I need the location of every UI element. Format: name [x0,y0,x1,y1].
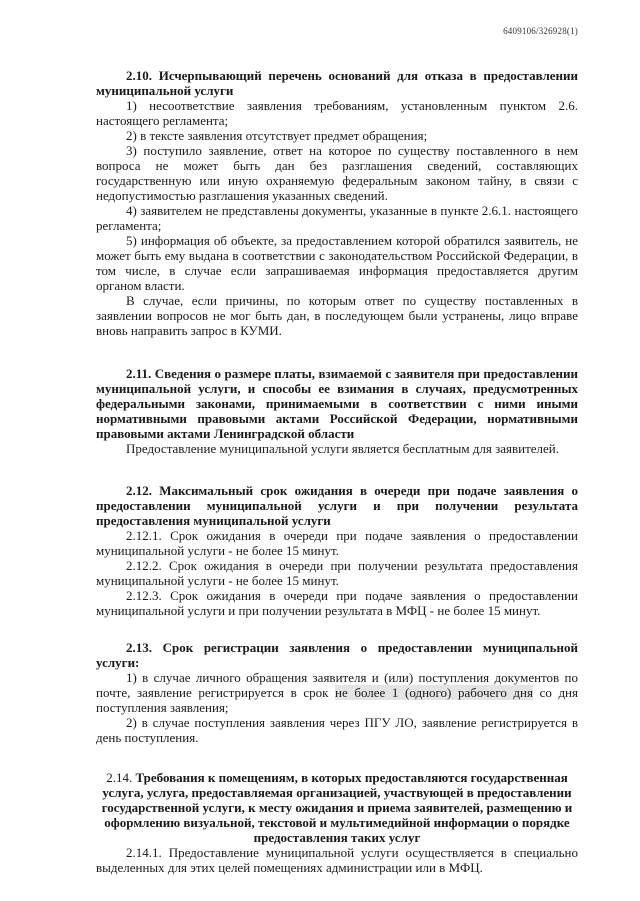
spacer [96,338,578,366]
section-2-14-title [96,770,578,845]
section-2-10-item-5: 5) информация об объекте, за предоставлением которой обратился заявитель, не может быть ему выдана в соответствии с законодательством Российской Федерации, в том числе, в случае если запрашиваемая информация предоставляется другим органом власти. [96,233,578,293]
highlighted-deadline: не более 1 (одного) рабочего дня [335,685,533,700]
section-2-13-item-2: 2) в случае поступления заявления через ПГУ ЛО, заявление регистрируется в день поступления. [96,715,578,745]
section-2-10-item-4: 4) заявителем не представлены документы, указанные в пункте 2.6.1. настоящего регламента; [96,203,578,233]
section-2-14-1: 2.14.1. Предоставление муниципальной услуги осуществляется в специально выделенных для этих целей помещениях администрации или в МФЦ. [96,845,578,875]
section-2-10-item-3: 3) поступило заявление, ответ на которое по существу поставленного в нем вопроса не может быть дан без разглашения сведений, составляющих государственную или иную охраняемую федеральным законом тайну, в связи с недопустимостью разглашения указанных сведений. [96,143,578,203]
section-2-13 [96,640,578,745]
section-2-12-3: 2.12.3. Срок ожидания в очереди при подаче заявления о предоставлении муниципальной услуги и при получении результата в МФЦ - не более 15 минут. [96,588,578,618]
section-2-14-title-text: Требования к помещениям, в которых предоставляются государственная услуга, услуга, предоставляемая организацией, участвующей в предоставлении государственной услуги, к месту ожидания и приема заявителей, размещению и оформлению визуальной, текстовой и мультимедийной информации о порядке предоставления таких услуг [101,770,573,845]
document-code: 6409106/326928(1) [503,26,578,36]
spacer [96,745,578,770]
item-1-text-end: со дня поступления заявления; [96,685,578,715]
section-2-11-text: Предоставление муниципальной услуги является бесплатным для заявителей. [126,441,560,456]
section-2-11 [96,366,578,456]
section-2-13-title: 2.13. Срок регистрации заявления о предоставлении муниципальной услуги: [96,640,578,670]
section-2-10-note: В случае, если причины, по которым ответ по существу поставленных в заявлении вопросов не мог быть дан, в последующем были устранены, лицо вправе вновь направить запрос в КУМИ. [96,293,578,338]
section-2-10 [96,68,578,338]
section-2-11-title: 2.11. Сведения о размере платы, взимаемой с заявителя при предоставлении муниципальной услуги, и способы ее взимания в случаях, предусмотренных федеральными законами, принимаемыми в соответствии с ними иными нормативными правовыми актами Российской Федерации, нормативными правовыми актами Ленинградской области [96,366,578,441]
document-body [96,68,578,875]
section-2-13-item-1 [96,670,578,715]
section-2-12-2: 2.12.2. Срок ожидания в очереди при получении результата предоставления муниципальной услуги - не более 15 минут. [96,558,578,588]
section-2-10-item-2: 2) в тексте заявления отсутствует предмет обращения; [126,128,428,143]
section-2-12-title: 2.12. Максимальный срок ожидания в очереди при подаче заявления о предоставлении муниципальной услуги и при получении результата предоставления муниципальной услуги [96,483,578,528]
section-2-12-1: 2.12.1. Срок ожидания в очереди при подаче заявления о предоставлении муниципальной услуги - не более 15 минут. [96,528,578,558]
spacer [96,618,578,640]
section-2-14-number: 2.14. [106,770,133,785]
spacer [96,456,578,483]
item-1-text-start: 1) в случае личного обращения заявителя и (или) поступления документов по почте, заявление регистрируется в срок [96,670,578,700]
section-2-10-title: 2.10. Исчерпывающий перечень оснований для отказа в предоставлении муниципальной услуги [96,68,578,98]
section-2-14 [96,770,578,875]
section-2-12 [96,483,578,618]
section-2-10-item-1: 1) несоответствие заявления требованиям, установленным пунктом 2.6. настоящего регламента; [96,98,578,128]
